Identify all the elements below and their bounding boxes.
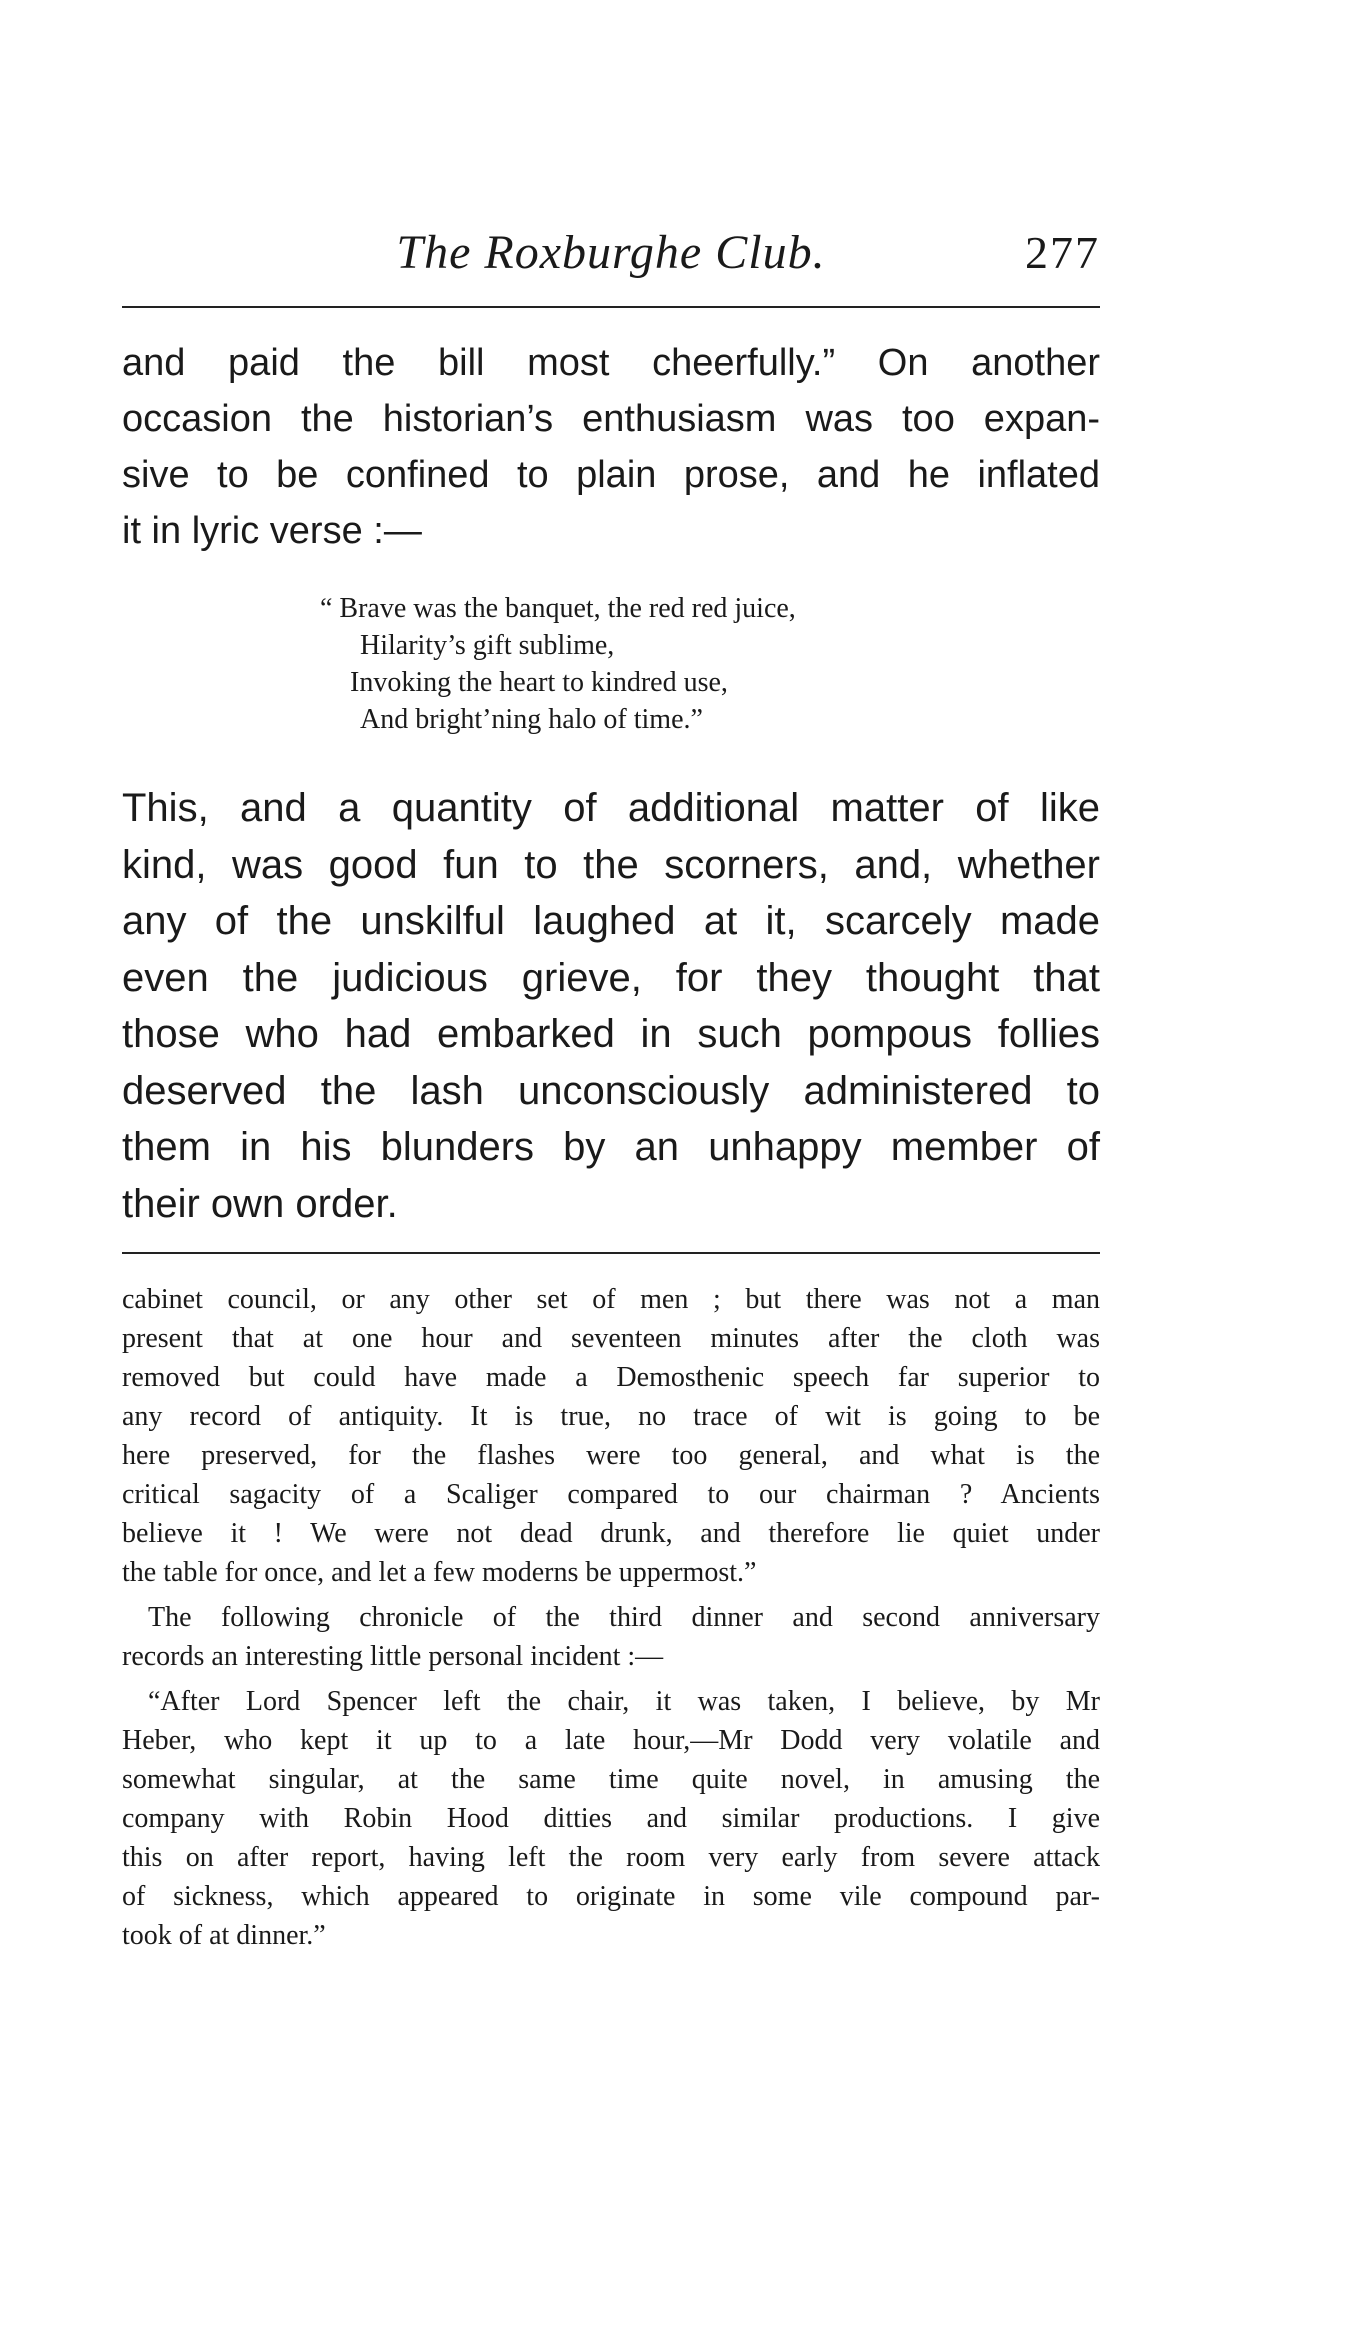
text-line: sive to be confined to plain prose, and he inflated xyxy=(122,454,1100,496)
footnotes xyxy=(122,1280,1100,1955)
text-line: their own order. xyxy=(122,1181,398,1226)
page-number: 277 xyxy=(1025,227,1100,278)
footnote-line: critical sagacity of a Scaliger compared to our chairman ? Ancients xyxy=(122,1479,1100,1510)
footnote-line: Heber, who kept it up to a late hour,—Mr Dodd very volatile and xyxy=(122,1725,1100,1756)
footnote-line: records an interesting little personal incident :— xyxy=(122,1641,664,1672)
text-line: occasion the historian’s enthusiasm was too expan- xyxy=(122,398,1100,440)
verse-line: Invoking the heart to kindred use, xyxy=(350,667,728,698)
header-rule xyxy=(122,306,1100,308)
text-line: This, and a quantity of additional matter of like xyxy=(122,786,1100,830)
text-line: kind, was good fun to the scorners, and, whether xyxy=(122,842,1100,887)
body-paragraph-2 xyxy=(122,780,1100,1232)
running-head xyxy=(122,220,1100,286)
text-line: them in his blunders by an unhappy member of xyxy=(122,1125,1100,1169)
text-line: any of the unskilful laughed at it, scarcely made xyxy=(122,899,1100,943)
verse-line: Hilarity’s gift sublime, xyxy=(360,630,615,661)
footnote-line: cabinet council, or any other set of men ; but there was not a man xyxy=(122,1284,1100,1315)
footnote-line: The following chronicle of the third dinner and second anniversary xyxy=(148,1602,1100,1633)
footnote-line: “After Lord Spencer left the chair, it was taken, I believe, by Mr xyxy=(148,1686,1100,1717)
running-title: The Roxburghe Club. xyxy=(396,226,826,279)
footnote-rule xyxy=(122,1252,1100,1254)
body-paragraph-1 xyxy=(122,335,1100,559)
footnote-line: any record of antiquity. It is true, no trace of wit is going to be xyxy=(122,1401,1100,1432)
text-line: those who had embarked in such pompous follies xyxy=(122,1012,1100,1056)
footnote-line: of sickness, which appeared to originate in some vile compound par- xyxy=(122,1881,1100,1912)
footnote-line: this on after report, having left the room very early from severe attack xyxy=(122,1842,1100,1873)
text-line: and paid the bill most cheerfully.” On another xyxy=(122,342,1100,384)
footnote-line: took of at dinner.” xyxy=(122,1920,326,1951)
footnote-line: somewhat singular, at the same time quite novel, in amusing the xyxy=(122,1764,1100,1795)
verse-line: “ Brave was the banquet, the red red juice, xyxy=(320,593,796,624)
footnote-line: the table for once, and let a few moderns be uppermost.” xyxy=(122,1557,757,1588)
text-line: deserved the lash unconsciously administered to xyxy=(122,1068,1100,1113)
verse-quotation xyxy=(320,590,796,738)
verse-line: And bright’ning halo of time.” xyxy=(360,704,703,735)
text-line: it in lyric verse :— xyxy=(122,510,422,552)
footnote-line: present that at one hour and seventeen minutes after the cloth was xyxy=(122,1323,1100,1354)
footnote-line: company with Robin Hood ditties and similar productions. I give xyxy=(122,1803,1100,1834)
footnote-line: here preserved, for the flashes were too general, and what is the xyxy=(122,1440,1100,1471)
footnote-line: believe it ! We were not dead drunk, and therefore lie quiet under xyxy=(122,1518,1100,1549)
footnote-line: removed but could have made a Demosthenic speech far superior to xyxy=(122,1362,1100,1393)
text-line: even the judicious grieve, for they thought that xyxy=(122,955,1100,1000)
